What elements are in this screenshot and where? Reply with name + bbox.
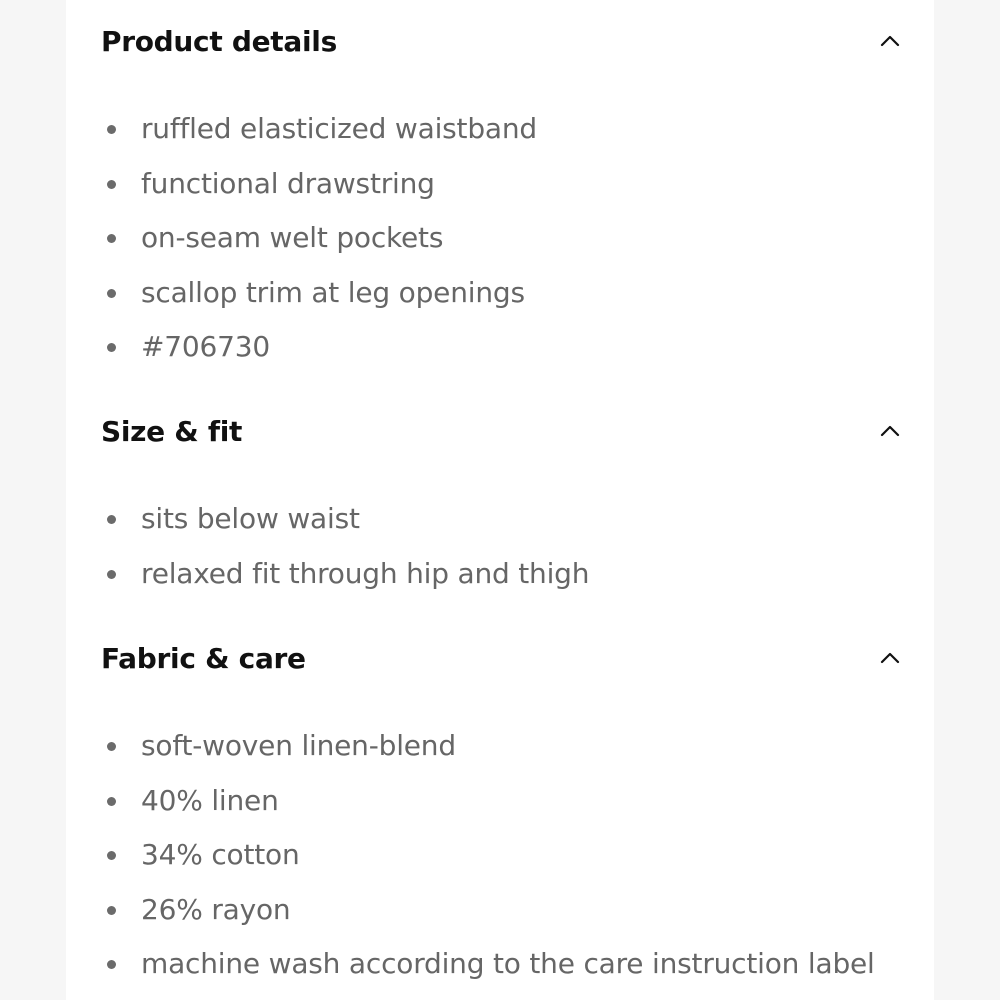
size-fit-title: Size & fit [101,415,243,448]
bullet-icon [107,125,116,134]
bullet-icon [107,960,116,969]
bullet-icon [107,234,116,243]
chevron-up-icon[interactable] [878,646,902,670]
chevron-up-icon[interactable] [878,419,902,443]
bullet-icon [107,289,116,298]
list-item: #706730 [66,320,537,375]
list-item: 26% rayon [66,883,875,938]
bullet-icon [107,180,116,189]
fabric-care-title: Fabric & care [101,642,306,675]
size-fit-header[interactable] [66,402,934,462]
product-info-panel [66,0,934,1000]
list-item: functional drawstring [66,157,537,212]
bullet-icon [107,797,116,806]
list-item: on-seam welt pockets [66,211,537,266]
bullet-icon [107,851,116,860]
size-fit-list [66,492,589,601]
product-details-header[interactable] [66,12,934,72]
product-details-list [66,102,537,375]
bullet-icon [107,742,116,751]
bullet-icon [107,906,116,915]
list-item: soft-woven linen-blend [66,719,875,774]
list-item: machine wash according to the care instruction label [66,937,875,992]
chevron-up-icon[interactable] [878,29,902,53]
fabric-care-header[interactable] [66,629,934,689]
bullet-icon [107,515,116,524]
section-fabric-care [66,629,934,980]
section-product-details [66,12,934,363]
list-item: 34% cotton [66,828,875,883]
list-item: sits below waist [66,492,589,547]
fabric-care-list [66,719,875,992]
section-size-fit [66,402,934,590]
product-details-title: Product details [101,25,337,58]
list-item: scallop trim at leg openings [66,266,537,321]
bullet-icon [107,343,116,352]
list-item: ruffled elasticized waistband [66,102,537,157]
bullet-icon [107,570,116,579]
list-item: relaxed fit through hip and thigh [66,547,589,602]
list-item: 40% linen [66,774,875,829]
